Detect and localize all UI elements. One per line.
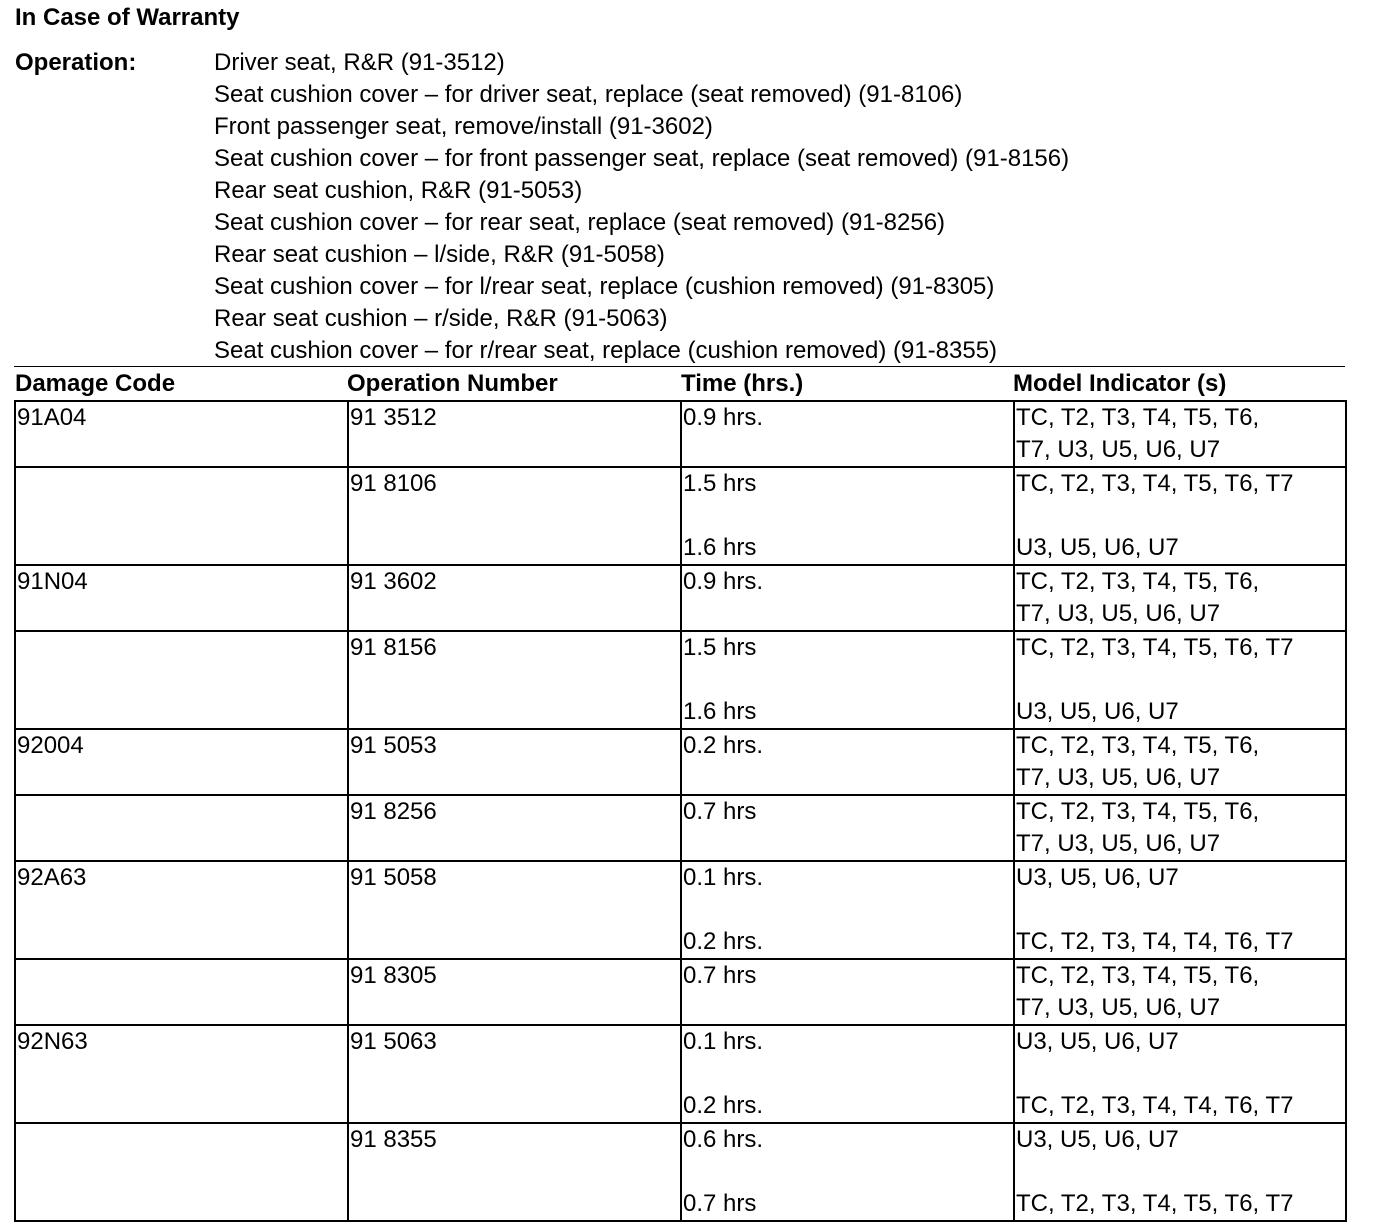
cell-text: 0.6 hrs. (683, 1126, 764, 1153)
cell-text: 91A04 (17, 404, 87, 431)
operation-number-cell (348, 795, 681, 861)
model-indicator-cell (1014, 1123, 1346, 1221)
cell-text: 91 5058 (350, 864, 437, 891)
cell-text: 92004 (17, 732, 84, 759)
operation-number-cell (348, 401, 681, 467)
damage-code-cell (15, 795, 348, 861)
cell-text (17, 632, 347, 664)
cell-text: U3, U5, U6, U7 (1016, 1028, 1179, 1055)
operation-number-cell (348, 729, 681, 795)
time-cell (681, 861, 1014, 959)
cell-text: 1.5 hrs (683, 470, 757, 497)
model-indicator-cell (1014, 401, 1346, 467)
table-row (15, 729, 1346, 795)
cell-text: 0.2 hrs. (683, 1092, 764, 1119)
cell-text: 91 5063 (350, 1028, 437, 1055)
operation-item: Seat cushion cover – for l/rear seat, replace (cushion removed) (91-8305) (214, 273, 995, 300)
cell-text: 92N63 (17, 1028, 88, 1055)
cell-text: 91 8355 (350, 1126, 437, 1153)
cell-text: 91 5053 (350, 732, 437, 759)
cell-text: TC, T2, T3, T4, T5, T6, (1016, 798, 1260, 825)
damage-code-cell (15, 565, 348, 631)
model-indicator-cell (1014, 631, 1346, 729)
cell-text: 91 3602 (350, 568, 437, 595)
warranty-table-body (15, 401, 1346, 1221)
operation-item: Seat cushion cover – for front passenger seat, replace (seat removed) (91-8156) (214, 145, 1070, 172)
damage-code-cell (15, 959, 348, 1025)
operation-list (214, 47, 1069, 367)
header-operation-number: Operation Number (347, 370, 558, 397)
cell-text: TC, T2, T3, T4, T5, T6, T7 (1016, 634, 1294, 661)
operation-number-cell (348, 861, 681, 959)
model-indicator-cell (1014, 1025, 1346, 1123)
page-title: In Case of Warranty (15, 4, 240, 31)
cell-text: 1.6 hrs (683, 534, 757, 561)
cell-text (17, 468, 347, 500)
damage-code-cell (15, 861, 348, 959)
cell-text: TC, T2, T3, T4, T5, T6, (1016, 404, 1260, 431)
operation-number-cell (348, 631, 681, 729)
model-indicator-cell (1014, 565, 1346, 631)
time-cell (681, 1025, 1014, 1123)
cell-text: U3, U5, U6, U7 (1016, 534, 1179, 561)
cell-text: 0.1 hrs. (683, 1028, 764, 1055)
warranty-table (14, 400, 1347, 1222)
cell-text (683, 1156, 1013, 1188)
table-row (15, 795, 1346, 861)
header-damage-code: Damage Code (15, 370, 176, 397)
cell-text (17, 1124, 347, 1156)
model-indicator-cell (1014, 795, 1346, 861)
model-indicator-cell (1014, 729, 1346, 795)
operation-number-cell (348, 1025, 681, 1123)
table-row (15, 1123, 1346, 1221)
cell-text: 91 8305 (350, 962, 437, 989)
cell-text: 91 3512 (350, 404, 437, 431)
operation-number-cell (348, 959, 681, 1025)
damage-code-cell (15, 729, 348, 795)
cell-text: TC, T2, T3, T4, T5, T6, (1016, 568, 1260, 595)
cell-text: 0.7 hrs (683, 962, 757, 989)
cell-text: TC, T2, T3, T4, T5, T6, (1016, 962, 1260, 989)
cell-text (1016, 1058, 1345, 1090)
operation-item: Seat cushion cover – for r/rear seat, replace (cushion removed) (91-8355) (214, 337, 998, 364)
cell-text (683, 500, 1013, 532)
time-cell (681, 959, 1014, 1025)
time-cell (681, 795, 1014, 861)
cell-text (1016, 664, 1345, 696)
table-row (15, 631, 1346, 729)
cell-text: U3, U5, U6, U7 (1016, 698, 1179, 725)
operation-number-cell (348, 467, 681, 565)
cell-text: TC, T2, T3, T4, T4, T6, T7 (1016, 1092, 1294, 1119)
cell-text: U3, U5, U6, U7 (1016, 1126, 1179, 1153)
time-cell (681, 729, 1014, 795)
operation-item: Front passenger seat, remove/install (91-3602) (214, 113, 713, 140)
cell-text (17, 960, 347, 992)
operation-item: Rear seat cushion, R&R (91-5053) (214, 177, 583, 204)
table-row (15, 565, 1346, 631)
cell-text: TC, T2, T3, T4, T5, T6, T7 (1016, 1190, 1294, 1217)
cell-text: U3, U5, U6, U7 (1016, 864, 1179, 891)
damage-code-cell (15, 401, 348, 467)
cell-text: T7, U3, U5, U6, U7 (1016, 830, 1221, 857)
damage-code-cell (15, 631, 348, 729)
operation-item: Rear seat cushion – l/side, R&R (91-5058) (214, 241, 665, 268)
cell-text: 0.2 hrs. (683, 928, 764, 955)
operation-number-cell (348, 1123, 681, 1221)
cell-text: 91 8256 (350, 798, 437, 825)
cell-text: 0.9 hrs. (683, 404, 764, 431)
table-row (15, 401, 1346, 467)
damage-code-cell (15, 1025, 348, 1123)
cell-text: T7, U3, U5, U6, U7 (1016, 764, 1221, 791)
cell-text: T7, U3, U5, U6, U7 (1016, 436, 1221, 463)
cell-text: TC, T2, T3, T4, T4, T6, T7 (1016, 928, 1294, 955)
cell-text (1016, 1156, 1345, 1188)
operation-label: Operation: (15, 49, 137, 76)
cell-text: 91 8156 (350, 634, 437, 661)
cell-text (1016, 894, 1345, 926)
cell-text: 92A63 (17, 864, 87, 891)
table-row (15, 959, 1346, 1025)
time-cell (681, 467, 1014, 565)
time-cell (681, 565, 1014, 631)
cell-text: 0.2 hrs. (683, 732, 764, 759)
cell-text (17, 796, 347, 828)
cell-text (683, 1058, 1013, 1090)
model-indicator-cell (1014, 467, 1346, 565)
operation-item: Seat cushion cover – for rear seat, replace (seat removed) (91-8256) (214, 209, 946, 236)
cell-text: 1.5 hrs (683, 634, 757, 661)
cell-text: T7, U3, U5, U6, U7 (1016, 600, 1221, 627)
cell-text: 91N04 (17, 568, 88, 595)
header-time: Time (hrs.) (681, 370, 804, 397)
cell-text: 91 8106 (350, 470, 437, 497)
cell-text: TC, T2, T3, T4, T5, T6, T7 (1016, 470, 1294, 497)
cell-text: TC, T2, T3, T4, T5, T6, (1016, 732, 1260, 759)
cell-text (1016, 500, 1345, 532)
operation-item: Driver seat, R&R (91-3512) (214, 49, 505, 76)
time-cell (681, 401, 1014, 467)
operation-item: Rear seat cushion – r/side, R&R (91-5063) (214, 305, 668, 332)
cell-text: 0.1 hrs. (683, 864, 764, 891)
damage-code-cell (15, 1123, 348, 1221)
cell-text: 0.7 hrs (683, 798, 757, 825)
cell-text: 0.9 hrs. (683, 568, 764, 595)
section-divider (14, 366, 1345, 367)
cell-text: T7, U3, U5, U6, U7 (1016, 994, 1221, 1021)
header-model-indicator: Model Indicator (s) (1013, 370, 1227, 397)
model-indicator-cell (1014, 861, 1346, 959)
time-cell (681, 1123, 1014, 1221)
cell-text: 1.6 hrs (683, 698, 757, 725)
table-row (15, 1025, 1346, 1123)
operation-item: Seat cushion cover – for driver seat, replace (seat removed) (91-8106) (214, 81, 963, 108)
cell-text: 0.7 hrs (683, 1190, 757, 1217)
table-row (15, 861, 1346, 959)
operation-number-cell (348, 565, 681, 631)
cell-text (683, 664, 1013, 696)
model-indicator-cell (1014, 959, 1346, 1025)
table-row (15, 467, 1346, 565)
time-cell (681, 631, 1014, 729)
damage-code-cell (15, 467, 348, 565)
cell-text (683, 894, 1013, 926)
